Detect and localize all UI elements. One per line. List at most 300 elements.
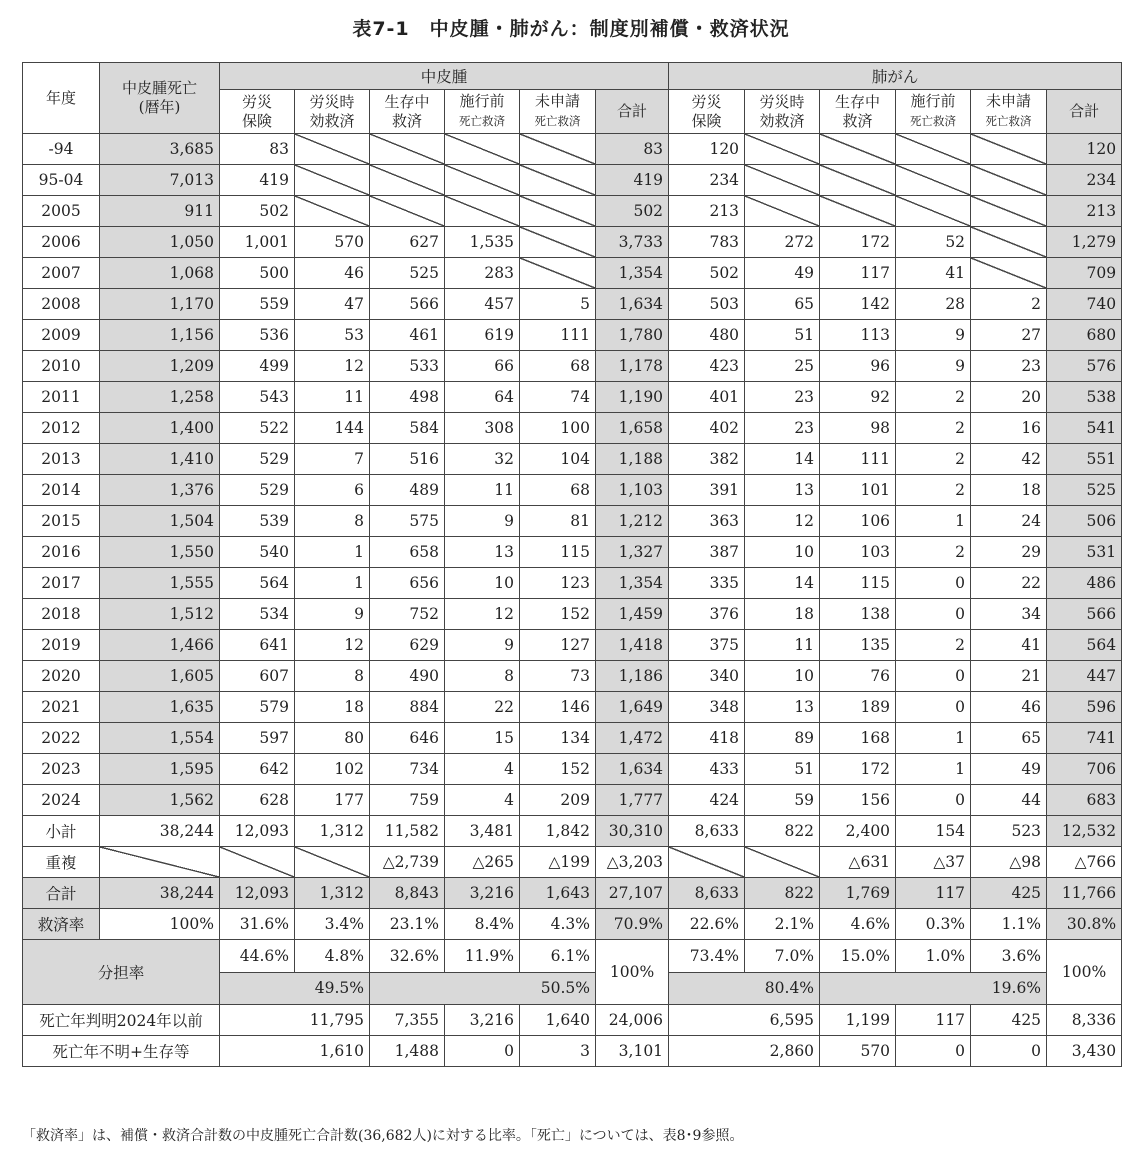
meso-value-cell: 12,093 — [220, 878, 295, 909]
meso-value-cell: 540 — [220, 537, 295, 568]
lung-value-cell: 168 — [820, 723, 896, 754]
lung-value-cell: 433 — [669, 754, 745, 785]
meso-total-cell: 1,418 — [596, 630, 669, 661]
table-row — [23, 258, 1122, 289]
meso-total-cell: 1,354 — [596, 568, 669, 599]
header-row-1 — [23, 63, 1122, 90]
meso-value-cell: 283 — [445, 258, 520, 289]
meso-value-cell: 5 — [520, 289, 596, 320]
meso-value-cell: 8 — [295, 661, 370, 692]
meso-empty-cell — [295, 847, 370, 878]
meso-value-cell: 152 — [520, 599, 596, 630]
meso-value-cell: 3 — [520, 1036, 596, 1067]
compensation-table — [22, 62, 1122, 1067]
lung-value-cell: 4.6% — [820, 909, 896, 940]
meso-value-cell: 12 — [445, 599, 520, 630]
lung-value-cell: 117 — [820, 258, 896, 289]
meso-value-cell: 646 — [370, 723, 445, 754]
lung-value-cell: 234 — [669, 165, 745, 196]
lung-value-cell: 423 — [669, 351, 745, 382]
lung-value-cell: 98 — [820, 413, 896, 444]
meso-value-cell: 15 — [445, 723, 520, 754]
meso-value-cell: 489 — [370, 475, 445, 506]
meso-value-cell: 564 — [220, 568, 295, 599]
duplicate-label: 重複 — [23, 847, 100, 878]
meso-value-cell: 575 — [370, 506, 445, 537]
meso-value-cell: 1 — [295, 568, 370, 599]
lung-value-cell: 822 — [745, 878, 820, 909]
lung-value-cell: 12 — [745, 506, 820, 537]
meso-value-cell: 13 — [445, 537, 520, 568]
lung-value-cell: 13 — [745, 692, 820, 723]
meso-value-cell: 11,795 — [220, 1005, 370, 1036]
meso-death-cell: 1,550 — [100, 537, 220, 568]
lung-total-cell: 551 — [1047, 444, 1122, 475]
meso-value-cell: 7 — [295, 444, 370, 475]
lung-value-cell: 11,766 — [1047, 878, 1122, 909]
meso-value-cell: 529 — [220, 475, 295, 506]
lung-value-cell: 348 — [669, 692, 745, 723]
year-cell: 2019 — [23, 630, 100, 661]
meso-empty-cell — [520, 165, 596, 196]
lung-empty-cell — [745, 196, 820, 227]
lung-value-cell: 0 — [896, 785, 971, 816]
lung-value-cell: 2 — [896, 382, 971, 413]
meso-death-cell: 1,605 — [100, 661, 220, 692]
lung-value-cell: 92 — [820, 382, 896, 413]
meso-value-cell: 1,643 — [520, 878, 596, 909]
meso-death-cell: 1,512 — [100, 599, 220, 630]
share-label: 分担率 — [23, 940, 220, 1005]
meso-empty-cell — [370, 165, 445, 196]
lung-col-header: 労災 保険 — [669, 90, 745, 134]
meso-value-cell: 1,640 — [520, 1005, 596, 1036]
lung-total-cell: 596 — [1047, 692, 1122, 723]
lung-value-cell: 0 — [896, 568, 971, 599]
meso-value-cell: 12 — [295, 351, 370, 382]
meso-death-cell: 1,554 — [100, 723, 220, 754]
lung-empty-cell — [971, 227, 1047, 258]
meso-total-cell: 3,733 — [596, 227, 669, 258]
total-row — [23, 878, 1122, 909]
meso-value-cell: 111 — [520, 320, 596, 351]
lung-value-cell: 29 — [971, 537, 1047, 568]
lung-total-cell: 683 — [1047, 785, 1122, 816]
meso-death-cell: 1,170 — [100, 289, 220, 320]
meso-value-cell: 27,107 — [596, 878, 669, 909]
meso-value-cell: 4 — [445, 785, 520, 816]
meso-value-cell: △3,203 — [596, 847, 669, 878]
lung-empty-cell — [745, 134, 820, 165]
meso-value-cell: 24,006 — [596, 1005, 669, 1036]
meso-value-cell: 752 — [370, 599, 445, 630]
meso-value-cell: 533 — [370, 351, 445, 382]
lung-value-cell: 8,633 — [669, 878, 745, 909]
lung-value-cell: 0 — [896, 661, 971, 692]
meso-value-cell: 1,312 — [295, 816, 370, 847]
meso-empty-cell — [295, 196, 370, 227]
meso-death-cell: 1,068 — [100, 258, 220, 289]
meso-value-cell: 3,216 — [445, 878, 520, 909]
meso-value-cell: 641 — [220, 630, 295, 661]
lung-share-sub: 19.6% — [820, 972, 1047, 1005]
year-cell: 2009 — [23, 320, 100, 351]
lung-empty-cell — [669, 847, 745, 878]
year-cell: 2021 — [23, 692, 100, 723]
lung-total-cell: 576 — [1047, 351, 1122, 382]
lung-value-cell: 96 — [820, 351, 896, 382]
meso-value-cell: 1,001 — [220, 227, 295, 258]
lung-share-cell: 1.0% — [896, 940, 971, 973]
table-row — [23, 754, 1122, 785]
lung-value-cell: 2 — [896, 444, 971, 475]
lung-value-cell: 2.1% — [745, 909, 820, 940]
meso-value-cell: 759 — [370, 785, 445, 816]
meso-value-cell: 4 — [445, 754, 520, 785]
meso-value-cell: 500 — [220, 258, 295, 289]
lung-total-cell: 120 — [1047, 134, 1122, 165]
meso-value-cell: 47 — [295, 289, 370, 320]
lung-value-cell: 51 — [745, 754, 820, 785]
meso-death-cell: 3,685 — [100, 134, 220, 165]
table-row — [23, 382, 1122, 413]
lung-empty-cell — [971, 258, 1047, 289]
lung-value-cell: 18 — [745, 599, 820, 630]
meso-death-cell: 911 — [100, 196, 220, 227]
meso-death-cell: 1,156 — [100, 320, 220, 351]
meso-value-cell: 177 — [295, 785, 370, 816]
lung-value-cell: 2 — [896, 537, 971, 568]
lung-total-cell: 564 — [1047, 630, 1122, 661]
lung-total-cell: 12,532 — [1047, 816, 1122, 847]
meso-value-cell: 127 — [520, 630, 596, 661]
meso-value-cell: 11,582 — [370, 816, 445, 847]
meso-share-cell: 4.8% — [295, 940, 370, 973]
meso-value-cell: 73 — [520, 661, 596, 692]
year-cell: 2018 — [23, 599, 100, 630]
meso-value-cell: 734 — [370, 754, 445, 785]
meso-total-cell: 1,777 — [596, 785, 669, 816]
lung-value-cell: 103 — [820, 537, 896, 568]
lung-value-cell: 391 — [669, 475, 745, 506]
table-body — [23, 134, 1122, 1067]
lung-value-cell: 117 — [896, 878, 971, 909]
meso-total-cell: 419 — [596, 165, 669, 196]
lung-value-cell: 18 — [971, 475, 1047, 506]
meso-total-cell: 1,472 — [596, 723, 669, 754]
meso-value-cell: 32 — [445, 444, 520, 475]
lung-value-cell: 34 — [971, 599, 1047, 630]
meso-value-cell: △265 — [445, 847, 520, 878]
subtotal-label: 小計 — [23, 816, 100, 847]
meso-value-cell: 80 — [295, 723, 370, 754]
lung-share-total: 100% — [1047, 940, 1122, 1005]
year-cell: 2017 — [23, 568, 100, 599]
table-row — [23, 599, 1122, 630]
meso-value-cell: 146 — [520, 692, 596, 723]
meso-value-cell: 529 — [220, 444, 295, 475]
meso-value-cell: 597 — [220, 723, 295, 754]
meso-value-cell: 536 — [220, 320, 295, 351]
meso-value-cell: 1,312 — [295, 878, 370, 909]
lung-value-cell: 28 — [896, 289, 971, 320]
lung-value-cell: 335 — [669, 568, 745, 599]
meso-value-cell: 419 — [220, 165, 295, 196]
meso-death-cell: 1,466 — [100, 630, 220, 661]
lung-value-cell: 115 — [820, 568, 896, 599]
lung-empty-cell — [896, 196, 971, 227]
meso-death-cell: 1,258 — [100, 382, 220, 413]
meso-value-cell: 100 — [520, 413, 596, 444]
meso-value-cell: 628 — [220, 785, 295, 816]
meso-total-cell: 1,186 — [596, 661, 669, 692]
table-row — [23, 196, 1122, 227]
meso-value-cell: 144 — [295, 413, 370, 444]
meso-value-cell: 53 — [295, 320, 370, 351]
lung-value-cell: 2 — [896, 630, 971, 661]
lung-value-cell: 42 — [971, 444, 1047, 475]
lung-value-cell: 502 — [669, 258, 745, 289]
meso-total-cell: 1,103 — [596, 475, 669, 506]
table-row — [23, 785, 1122, 816]
year-cell: 2010 — [23, 351, 100, 382]
lung-col-header: 施行前 死亡救済 — [896, 90, 971, 134]
known-label: 死亡年判明2024年以前 — [23, 1005, 220, 1036]
meso-death-cell: 1,504 — [100, 506, 220, 537]
lung-value-cell: 418 — [669, 723, 745, 754]
lung-value-cell: △631 — [820, 847, 896, 878]
lung-empty-cell — [820, 196, 896, 227]
lung-value-cell: 27 — [971, 320, 1047, 351]
lung-value-cell: 111 — [820, 444, 896, 475]
lung-total-cell: 1,279 — [1047, 227, 1122, 258]
year-cell: 2005 — [23, 196, 100, 227]
meso-total-cell: 1,658 — [596, 413, 669, 444]
lung-total-cell: 706 — [1047, 754, 1122, 785]
meso-value-cell: 31.6% — [220, 909, 295, 940]
lung-value-cell: 189 — [820, 692, 896, 723]
table-row — [23, 134, 1122, 165]
table-row — [23, 165, 1122, 196]
meso-value-cell: 12,093 — [220, 816, 295, 847]
table-row — [23, 289, 1122, 320]
meso-value-cell: 642 — [220, 754, 295, 785]
meso-total-cell: 1,354 — [596, 258, 669, 289]
lung-value-cell: 9 — [896, 351, 971, 382]
meso-death-empty — [100, 847, 220, 878]
meso-death-cell: 1,376 — [100, 475, 220, 506]
meso-value-cell: 104 — [520, 444, 596, 475]
meso-value-cell: 1,535 — [445, 227, 520, 258]
meso-value-cell: 658 — [370, 537, 445, 568]
lung-empty-cell — [896, 165, 971, 196]
lung-value-cell: △98 — [971, 847, 1047, 878]
lung-value-cell: △766 — [1047, 847, 1122, 878]
meso-death-cell: 1,410 — [100, 444, 220, 475]
meso-death-cell: 1,050 — [100, 227, 220, 258]
lung-value-cell: 154 — [896, 816, 971, 847]
meso-value-cell: 3,101 — [596, 1036, 669, 1067]
meso-share-sub: 49.5% — [220, 972, 370, 1005]
lung-empty-cell — [820, 165, 896, 196]
meso-value-cell: 607 — [220, 661, 295, 692]
meso-share-cell: 11.9% — [445, 940, 520, 973]
lung-total-cell: 234 — [1047, 165, 1122, 196]
meso-value-cell: 3,216 — [445, 1005, 520, 1036]
year-cell: 2007 — [23, 258, 100, 289]
meso-share-cell: 32.6% — [370, 940, 445, 973]
table-title: 表7-1 中皮腫・肺がん：制度別補償・救済状況 — [352, 18, 790, 40]
lung-value-cell: 106 — [820, 506, 896, 537]
meso-empty-cell — [295, 165, 370, 196]
meso-value-cell: 209 — [520, 785, 596, 816]
year-cell: 2016 — [23, 537, 100, 568]
lung-value-cell: 120 — [669, 134, 745, 165]
header-group-meso: 中皮腫 — [220, 63, 669, 90]
meso-empty-cell — [445, 134, 520, 165]
table-row — [23, 351, 1122, 382]
lung-value-cell: 382 — [669, 444, 745, 475]
meso-value-cell: 81 — [520, 506, 596, 537]
meso-value-cell: 115 — [520, 537, 596, 568]
header-year: 年度 — [23, 63, 100, 134]
header-meso-death: 中皮腫死亡 (暦年) — [100, 63, 220, 134]
meso-total-cell: 30,310 — [596, 816, 669, 847]
meso-value-cell: 656 — [370, 568, 445, 599]
meso-share-cell: 44.6% — [220, 940, 295, 973]
lung-value-cell: 425 — [971, 878, 1047, 909]
table-row — [23, 661, 1122, 692]
lung-value-cell: 2 — [896, 475, 971, 506]
lung-value-cell: 9 — [896, 320, 971, 351]
meso-value-cell: 534 — [220, 599, 295, 630]
lung-value-cell: 822 — [745, 816, 820, 847]
lung-value-cell: 22 — [971, 568, 1047, 599]
table-row — [23, 475, 1122, 506]
meso-value-cell: 102 — [295, 754, 370, 785]
meso-value-cell: 9 — [445, 630, 520, 661]
meso-col-header: 施行前 死亡救済 — [445, 90, 520, 134]
meso-value-cell: 9 — [445, 506, 520, 537]
meso-value-cell: 525 — [370, 258, 445, 289]
meso-value-cell: 23.1% — [370, 909, 445, 940]
lung-value-cell: 21 — [971, 661, 1047, 692]
lung-value-cell: 10 — [745, 661, 820, 692]
meso-value-cell: 539 — [220, 506, 295, 537]
lung-value-cell: 376 — [669, 599, 745, 630]
lung-value-cell: 22.6% — [669, 909, 745, 940]
lung-col-header: 未申請 死亡救済 — [971, 90, 1047, 134]
meso-death-cell: 1,555 — [100, 568, 220, 599]
lung-total-cell: 525 — [1047, 475, 1122, 506]
meso-col-header: 未申請 死亡救済 — [520, 90, 596, 134]
lung-value-cell: 142 — [820, 289, 896, 320]
lung-value-cell: 503 — [669, 289, 745, 320]
lung-value-cell: 2,860 — [669, 1036, 820, 1067]
meso-value-cell: 461 — [370, 320, 445, 351]
meso-value-cell: 70.9% — [596, 909, 669, 940]
meso-death-cell: 100% — [100, 909, 220, 940]
lung-value-cell: 1,769 — [820, 878, 896, 909]
year-cell: 2006 — [23, 227, 100, 258]
lung-value-cell: △37 — [896, 847, 971, 878]
lung-value-cell: 172 — [820, 754, 896, 785]
meso-total-cell: 1,212 — [596, 506, 669, 537]
lung-value-cell: 44 — [971, 785, 1047, 816]
lung-value-cell: 570 — [820, 1036, 896, 1067]
year-cell: 2011 — [23, 382, 100, 413]
meso-value-cell: 123 — [520, 568, 596, 599]
meso-empty-cell — [520, 227, 596, 258]
table-row — [23, 444, 1122, 475]
lung-total-cell: 680 — [1047, 320, 1122, 351]
lung-total-cell: 447 — [1047, 661, 1122, 692]
lung-value-cell: 213 — [669, 196, 745, 227]
meso-death-cell: 1,635 — [100, 692, 220, 723]
lung-share-cell: 73.4% — [669, 940, 745, 973]
meso-total-cell: 1,459 — [596, 599, 669, 630]
lung-value-cell: 49 — [971, 754, 1047, 785]
meso-death-cell: 7,013 — [100, 165, 220, 196]
meso-value-cell: 22 — [445, 692, 520, 723]
lung-value-cell: 1 — [896, 754, 971, 785]
lung-share-sub: 80.4% — [669, 972, 820, 1005]
lung-value-cell: 272 — [745, 227, 820, 258]
lung-value-cell: 425 — [971, 1005, 1047, 1036]
lung-col-header: 労災時 効救済 — [745, 90, 820, 134]
lung-value-cell: 23 — [745, 382, 820, 413]
meso-value-cell: 490 — [370, 661, 445, 692]
lung-value-cell: 2 — [896, 413, 971, 444]
meso-value-cell: 629 — [370, 630, 445, 661]
meso-value-cell: 516 — [370, 444, 445, 475]
lung-value-cell: 52 — [896, 227, 971, 258]
meso-value-cell: 308 — [445, 413, 520, 444]
table-row — [23, 320, 1122, 351]
lung-value-cell: 41 — [896, 258, 971, 289]
meso-total-cell: 1,327 — [596, 537, 669, 568]
lung-value-cell: 1.1% — [971, 909, 1047, 940]
lung-value-cell: 375 — [669, 630, 745, 661]
meso-col-header: 労災時 効救済 — [295, 90, 370, 134]
lung-total-cell: 541 — [1047, 413, 1122, 444]
lung-value-cell: 14 — [745, 444, 820, 475]
meso-value-cell: 457 — [445, 289, 520, 320]
meso-value-cell: 66 — [445, 351, 520, 382]
meso-value-cell: 8 — [295, 506, 370, 537]
meso-empty-cell — [520, 134, 596, 165]
lung-value-cell: 480 — [669, 320, 745, 351]
relief-rate-label: 救済率 — [23, 909, 100, 940]
lung-value-cell: 402 — [669, 413, 745, 444]
meso-total-cell: 1,634 — [596, 289, 669, 320]
lung-value-cell: 65 — [745, 289, 820, 320]
meso-empty-cell — [445, 196, 520, 227]
meso-empty-cell — [295, 134, 370, 165]
meso-value-cell: 1 — [295, 537, 370, 568]
table-row — [23, 227, 1122, 258]
meso-value-cell: 1,842 — [520, 816, 596, 847]
meso-value-cell: 4.3% — [520, 909, 596, 940]
lung-value-cell: 387 — [669, 537, 745, 568]
meso-value-cell: △2,739 — [370, 847, 445, 878]
lung-total-cell: 213 — [1047, 196, 1122, 227]
meso-value-cell: 543 — [220, 382, 295, 413]
relief-rate-row — [23, 909, 1122, 940]
lung-value-cell: 65 — [971, 723, 1047, 754]
lung-total-cell: 709 — [1047, 258, 1122, 289]
lung-value-cell: 6,595 — [669, 1005, 820, 1036]
